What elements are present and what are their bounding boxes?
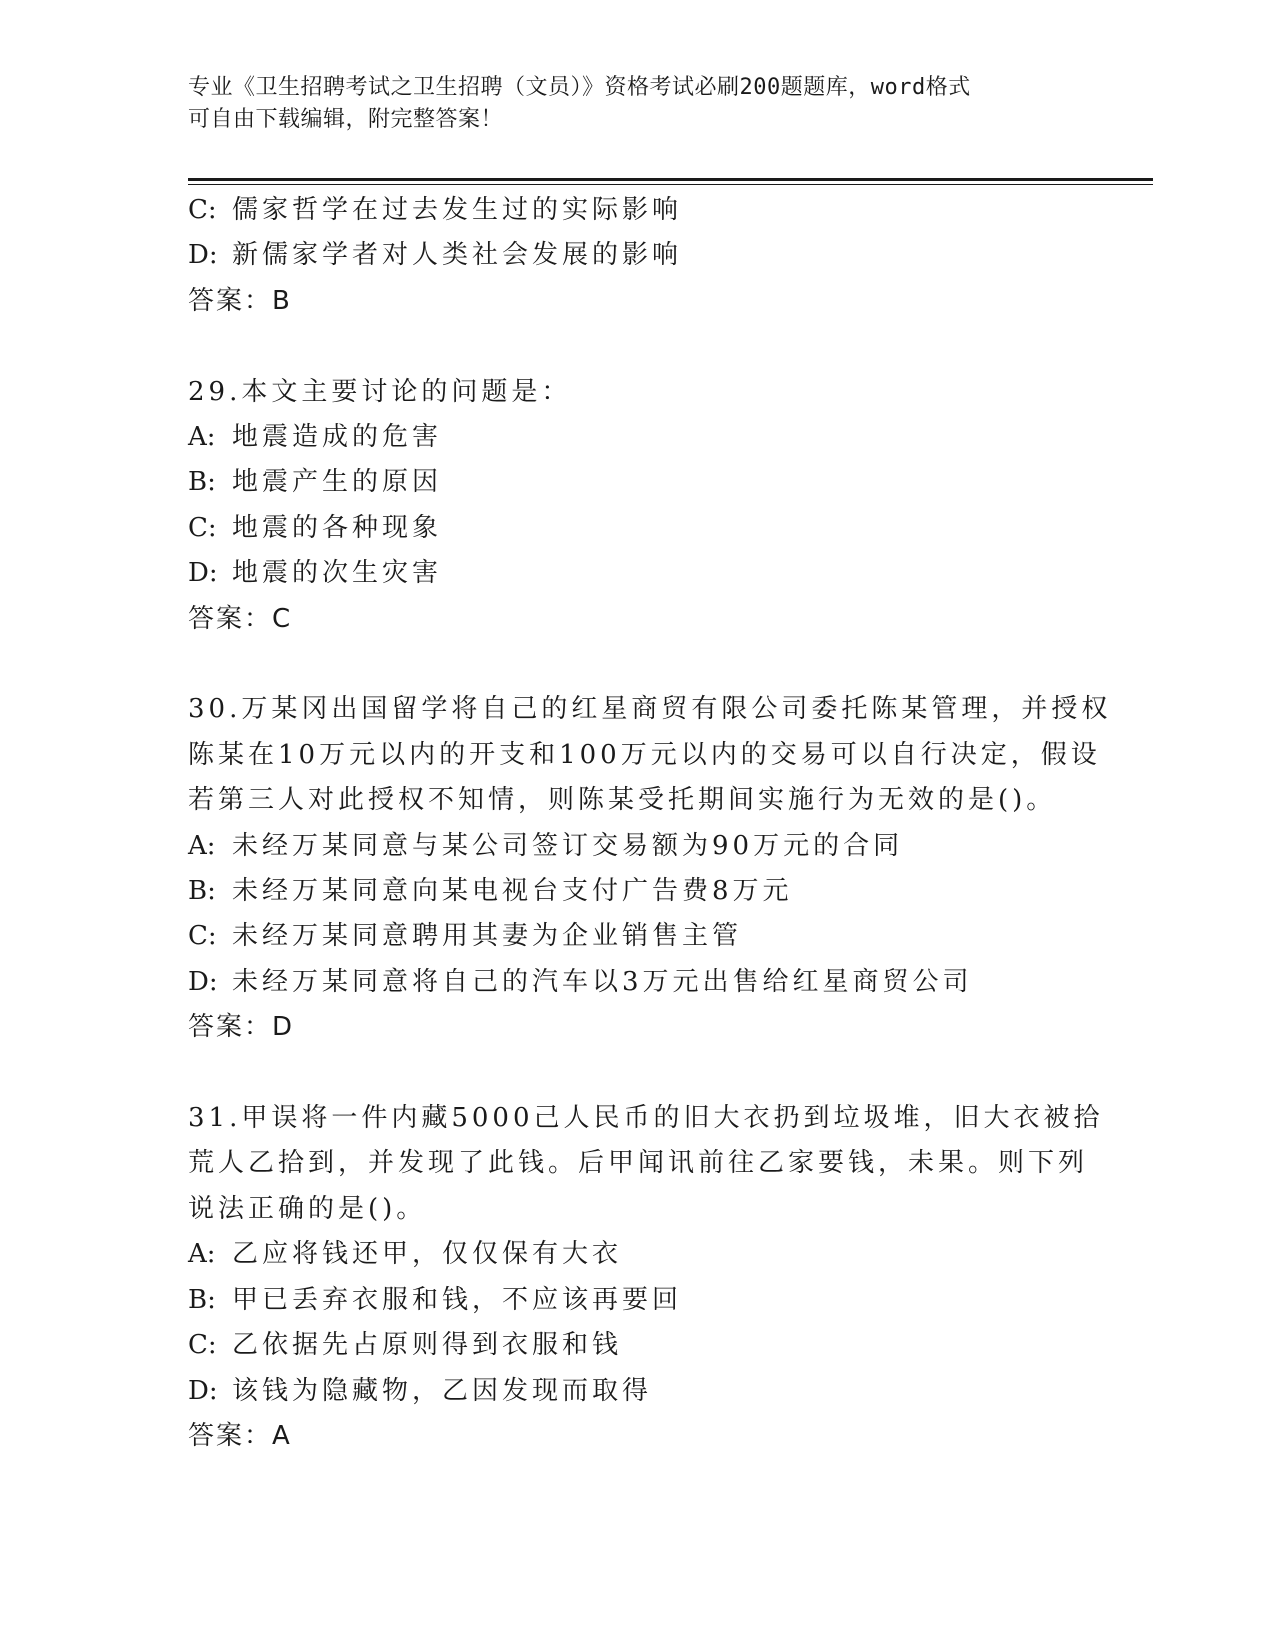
- question-stem-line: 31.甲误将一件内藏5000己人民币的旧大衣扔到垃圾堆，旧大衣被拾: [188, 1103, 1104, 1134]
- question-31: [188, 1096, 1104, 1459]
- question-stem-line: 若第三人对此授权不知情，则陈某受托期间实施行为无效的是()。: [188, 785, 1057, 816]
- option-d: D: 该钱为隐藏物，乙因发现而取得: [188, 1375, 653, 1406]
- option-d: D: 新儒家学者对人类社会发展的影响: [188, 240, 683, 271]
- header-line-2: 可自由下载编辑，附完整答案！: [188, 107, 504, 132]
- option-a: A: 乙应将钱还甲，仅仅保有大衣: [188, 1239, 623, 1270]
- option-a: A: 地震造成的危害: [188, 422, 443, 453]
- option-b: B: 地震产生的原因: [188, 467, 443, 498]
- option-c: C: 儒家哲学在过去发生过的实际影响: [188, 195, 683, 225]
- question-stem-line: 陈某在10万元以内的开支和100万元以内的交易可以自行决定，假设: [188, 739, 1101, 770]
- answer-line: 答案：D: [188, 1012, 295, 1043]
- question-list: [188, 188, 1112, 1459]
- question-stem-line: 说法正确的是()。: [188, 1193, 427, 1224]
- header-divider-thin: [188, 184, 1153, 185]
- question-29: [188, 370, 1088, 642]
- option-a: A: 未经万某同意与某公司签订交易额为90万元的合同: [188, 830, 904, 861]
- answer-line: 答案：B: [188, 285, 292, 316]
- document-header: [188, 72, 1088, 136]
- question-stem-line: 荒人乙拾到，并发现了此钱。后甲闻讯前往乙家要钱，未果。则下列: [188, 1148, 1089, 1179]
- question-stem-line: 30.万某冈出国留学将自己的红星商贸有限公司委托陈某管理，并授权: [188, 694, 1112, 725]
- option-b: B: 未经万某同意向某电视台支付广告费8万元: [188, 876, 793, 907]
- option-c: C: 乙依据先占原则得到衣服和钱: [188, 1330, 623, 1361]
- question-30: [188, 687, 1112, 1050]
- option-d: D: 未经万某同意将自己的汽车以3万元出售给红星商贸公司: [188, 966, 973, 997]
- option-d: D: 地震的次生灾害: [188, 558, 443, 589]
- answer-line: 答案：A: [188, 1420, 292, 1451]
- answer-line: 答案：C: [188, 603, 293, 634]
- question-stem: 29.本文主要讨论的问题是：: [188, 376, 572, 407]
- option-c: C: 地震的各种现象: [188, 512, 443, 543]
- header-line-1: 专业《卫生招聘考试之卫生招聘（文员）》资格考试必刷200题题库，word格式: [188, 75, 971, 100]
- option-c: C: 未经万某同意聘用其妻为企业销售主管: [188, 921, 743, 952]
- question-28-continued: [188, 188, 1088, 324]
- option-b: B: 甲已丢弃衣服和钱，不应该再要回: [188, 1284, 683, 1315]
- header-divider-thick: [188, 178, 1153, 181]
